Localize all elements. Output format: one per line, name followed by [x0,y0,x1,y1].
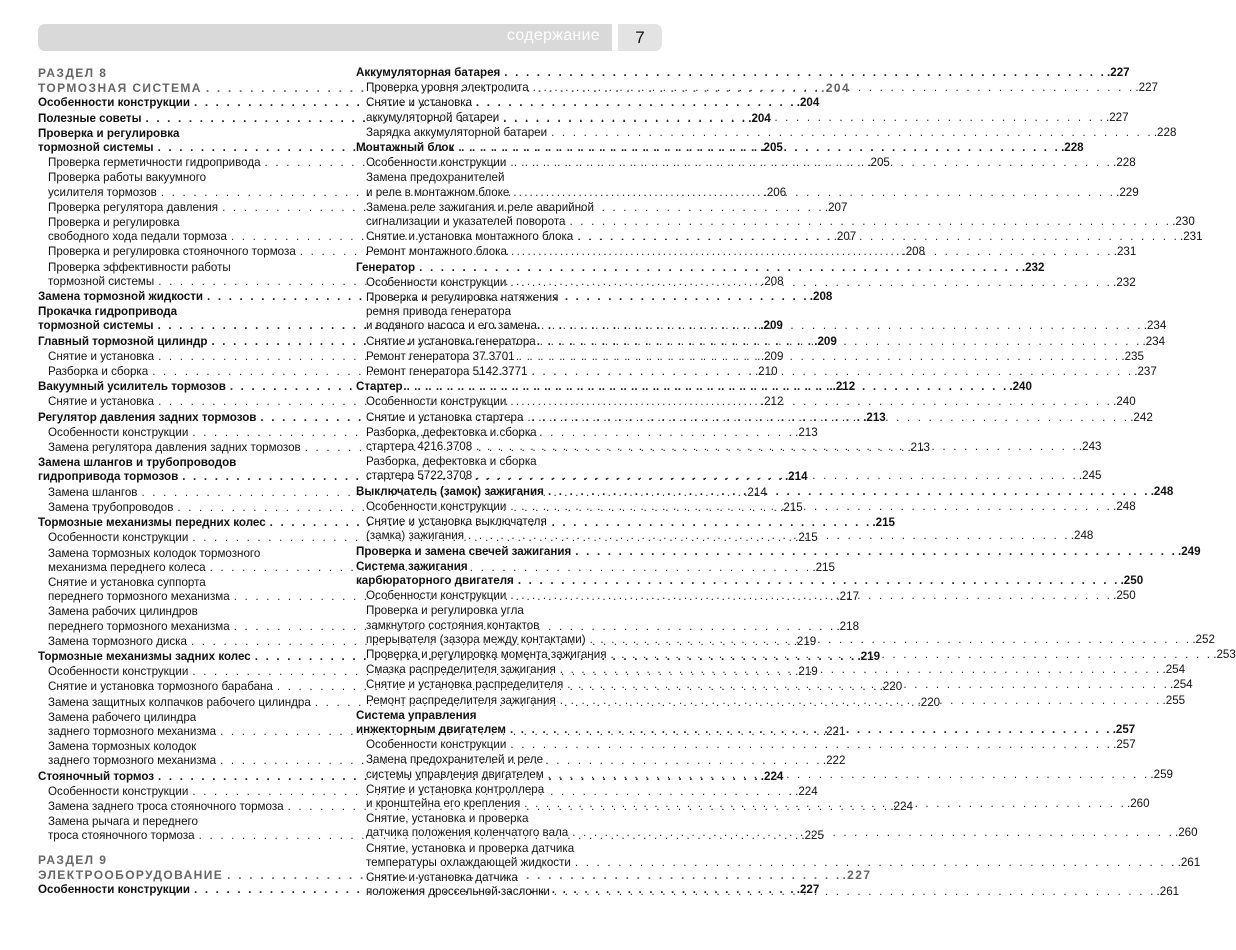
toc-entry-title: Замена тормозной жидкости [38,290,204,304]
dot-leader [560,663,1162,677]
toc-page-number: .261 [1177,855,1201,869]
toc-page-number: .232 [1021,260,1045,274]
toc-page-number: .228 [1153,125,1177,139]
toc-page-number: .229 [1116,185,1139,199]
dot-leader [572,826,1174,840]
header-title: содержание [506,27,600,44]
toc-entry-title: Снятие и установка монтажного блока [366,230,574,244]
toc-entry-title: Особенности конструкции [366,156,507,170]
toc-entry-title: заднего тормозного механизма [48,754,217,768]
toc-page-number: .214 [784,470,808,484]
toc-page-number: .215 [780,500,803,514]
toc-entry-title: троса стояночного тормоза [48,829,195,843]
dot-leader [533,81,1135,95]
toc-entry-title: Замена заднего троса стояночного тормоза [48,799,284,813]
toc-entry-title: Проверка и регулировка угла [366,604,524,618]
toc-page-number: .208 [902,245,926,259]
toc-page-number: .259 [1150,767,1173,781]
dot-leader [458,141,1060,155]
toc-page-number: .248 [1150,484,1174,498]
toc-page-number: .231 [1180,230,1203,244]
toc-page-number: .204 [821,81,851,96]
toc-entry-title: Особенности конструкции [38,96,190,110]
toc-entry [356,544,1201,559]
toc-page-number: .255 [1162,693,1186,707]
dot-leader [577,230,1179,244]
toc-entry [356,738,1136,752]
toc-entry-title: и водяного насоса и его замена [366,319,537,333]
toc-page-number: .234 [1142,334,1166,348]
toc-entry-title: положения дроссельной заслонки [366,885,550,899]
dot-leader [504,66,1106,80]
toc-page-number: .230 [1172,215,1195,229]
toc-entry-title: Система зажигания [356,559,468,573]
toc-page-number: .249 [1178,544,1201,558]
toc-entry-title: Снятие, установка и проверка [366,812,529,826]
toc-page-number: .222 [822,754,846,768]
dot-leader [510,738,1112,752]
toc-entry-title: Замена трубопроводов [48,500,174,514]
toc-entry-title: Генератор [356,260,416,274]
toc-entry-title: Проверка и регулировка натяжения [366,291,559,305]
toc-entry-title: аккумуляторной батареи [366,110,500,124]
toc-entry-title: Снятие и установка датчика [366,870,518,884]
dot-leader [569,215,1171,229]
toc-entry-title: Снятие и установка распределителя [366,678,564,692]
toc-page-number: .254 [1162,663,1186,677]
toc-entry-title: стартера 4216.3708 [366,440,473,454]
toc-entry-title: Проверка регулятора давления [48,200,219,214]
toc-entry [356,125,1177,140]
toc-page-number: .232 [1113,275,1136,289]
header-bar [38,24,612,51]
toc-page-number: .257 [1112,722,1136,736]
toc-entry-title: Снятие и установка стартера [366,410,524,424]
toc-entry-title: Разборка, дефектовка и сборка [366,455,537,469]
toc-entry-title: Снятие и установка генератора [366,334,536,348]
toc-entry-title: Снятие и установка контроллера [366,782,545,796]
toc-entry-title: Снятие и установка [48,395,155,409]
dot-leader [510,589,1112,603]
toc-entry-title: Замена тормозного диска [48,634,187,648]
toc-page-number: .227 [1106,110,1129,124]
toc-entry-title: ЭЛЕКТРООБОРУДОВАНИЕ [38,867,224,882]
dot-leader [548,768,1150,782]
toc-page-number: .221 [822,724,846,738]
toc-entry-title: механизма переднего колеса [48,560,206,574]
toc-entry-title: Проверка эффективности работы [48,260,231,274]
toc-entry-title: Особенности конструкции [366,589,507,603]
toc-entry-title: и кронштейна его крепления [366,796,521,810]
toc-entry-title: и реле в монтажном блоке [366,185,510,199]
toc-entry-title: тормозной системы [48,274,155,288]
toc-page-number: .215 [872,516,895,530]
toc-entry-title: Особенности конструкции [48,531,189,545]
toc-page-number: .204 [748,111,771,125]
toc-page-number: .248 [1113,499,1136,513]
toc-entry-title: Замена регулятора давления задних тормозов [48,441,301,455]
toc-entry-title: Снятие и установка суппорта [48,575,206,589]
dot-leader [407,380,1009,394]
toc-entry-title: Особенности конструкции [366,395,507,409]
toc-entry-title: Разборка и сборка [48,365,149,379]
toc-entry-title: Снятие и установка [366,96,473,110]
toc-page-number: .219 [795,665,818,679]
toc-page-number: .208 [760,274,784,288]
toc-entry-title: Проверка и регулировка [48,216,180,230]
toc-entry [38,853,332,867]
dot-leader [476,469,1078,483]
toc-page-number: .243 [1078,440,1102,454]
toc-entry-title: тормозной системы [38,319,154,333]
page-number: 7 [618,24,662,51]
toc-entry-title: РАЗДЕЛ 9 [38,852,108,867]
dot-leader [468,529,1070,543]
toc-page-number: .207 [833,230,857,244]
toc-entry-title: сигнализации и указателей поворота [366,215,566,229]
toc-entry-title: Тормозные механизмы передних колес [38,516,266,530]
toc-page-number: .224 [890,799,913,813]
toc-entry-title: Прокачка гидропривода [38,305,178,319]
toc-page-number: .205 [867,156,890,170]
toc-entry-title: Проверка и замена свечей зажигания [356,544,572,558]
toc-entry-title: Замена тормозных колодок тормозного [48,546,261,560]
toc-entry-title: прерывателя (зазора между контактами) [366,632,586,646]
toc-entry-title: системы управления двигателем [366,767,544,781]
toc-page-number: .245 [1078,469,1102,483]
dot-leader [524,797,1126,811]
toc-entry-title: Полезные советы [38,111,142,125]
toc-page-number: .231 [1113,245,1137,259]
toc-page-number: .213 [863,410,886,424]
toc-page-number: .220 [879,680,903,694]
toc-entry-title: Особенности конструкции [366,738,507,752]
toc-page-number: .224 [795,784,818,798]
toc-page-number: .253 [1213,647,1236,661]
dot-leader [510,723,1112,737]
toc-page-number: .252 [1192,632,1215,646]
toc-page-number: .217 [836,590,860,604]
toc-entry-title: Замена предохранителей [366,171,505,185]
toc-page-number: .212 [760,395,784,409]
toc-entry-title: переднего тормозного механизма [48,619,230,633]
toc-entry-title: Особенности конструкции [48,425,189,439]
toc-entry-title: Выключатель (замок) зажигания [356,484,544,498]
toc-page-number: .204 [796,96,820,110]
toc-page-number: .220 [917,695,941,709]
toc-page-number: .207 [824,200,848,214]
toc-entry-title: усилителя тормозов [48,185,157,199]
toc-entry-title: Замена предохранителей и реле [366,753,544,767]
toc-entry-title: Снятие и установка тормозного барабана [48,680,273,694]
toc-entry-title: Проверка и регулировка момента зажигания [366,647,607,661]
toc-page-number: .240 [1113,395,1136,409]
toc-page-number: .219 [793,634,817,648]
toc-page-number: .218 [836,619,860,633]
toc-page-number: .210 [754,365,778,379]
dot-leader [560,694,1162,708]
toc-entry-title: Система управления [356,708,477,722]
toc-entry-title: Зарядка аккумуляторной батареи [366,125,548,139]
toc-page-number: .215 [795,531,818,545]
dot-leader [540,335,1142,349]
dot-leader [510,500,1112,514]
toc-entry-title: переднего тормозного механизма [48,590,230,604]
dot-leader [532,365,1134,379]
toc-page-number: .240 [1009,380,1032,394]
toc-entry-title: датчика положения коленчатого вала [366,826,569,840]
toc-entry-title: Разборка, дефектовка и сборка [366,425,537,439]
toc-page-number: .242 [1130,410,1153,424]
toc-entry-title: ремня привода генератора [366,305,512,319]
toc-entry [38,66,332,80]
toc-entry-title: Снятие, установка и проверка датчика [366,841,575,855]
toc-entry [356,260,1045,275]
toc-entry-title: Проверка герметичности гидропривода [48,156,261,170]
toc-page-number: .254 [1170,678,1193,692]
dot-leader [476,440,1078,454]
toc-entry-title: Замена шлангов [48,485,138,499]
dot-leader [518,574,1120,588]
toc-page-number: .235 [1121,349,1144,363]
toc-page-number: .205 [760,141,783,155]
toc-entry-title: Аккумуляторная батарея [356,66,501,79]
toc-entry-title: Стояночный тормоз [38,769,155,783]
dot-leader [590,633,1192,647]
toc-page-number: .248 [1070,529,1094,543]
toc-entry-title: Проверка уровня электролита [366,81,529,95]
toc-entry-title: Снятие и установка выключателя [366,515,547,529]
toc-page-number: .209 [760,319,783,333]
toc-page-number: .219 [857,649,881,663]
toc-entry-title: (замка) зажигания [366,529,465,543]
toc-page-number: .227 [1107,66,1130,79]
dot-leader [513,186,1115,200]
toc-page-number: .206 [763,185,787,199]
dot-leader [510,395,1112,409]
toc-entry-title: Замена рабочего цилиндра [48,710,197,724]
dot-leader [519,350,1121,364]
toc-entry-title: Замена рабочих цилиндров [48,605,198,619]
toc-entry-title: Замена рычага и переднего [48,815,198,829]
toc-entry-title: температуры охлаждающей жидкости [366,855,571,869]
toc-entry-title: Особенности конструкции [366,499,507,513]
toc-entry [356,841,1201,870]
toc-page-number: .260 [1127,796,1150,810]
toc-entry-title: инжекторным двигателем [356,722,506,736]
toc-page-number: .225 [801,829,824,843]
toc-entry-title: РАЗДЕЛ 8 [38,66,108,80]
toc-page-number: .250 [1113,589,1136,603]
toc-entry-title: Ремонт монтажного блока [366,245,507,259]
dot-leader [511,245,1113,259]
toc-entry-title: замкнутого состояния контактов [366,618,540,632]
toc-entry-title: Ремонт генератора 5142.3771 [366,365,528,379]
dot-leader [527,411,1129,425]
toc-page-number: .224 [760,769,784,783]
dot-leader [548,485,1150,499]
toc-entry-title: Ремонт генератора 37.3701 [366,349,515,363]
dot-leader [551,126,1153,140]
toc-entry-title: Смазка распределителя зажигания [366,663,556,677]
toc-entry-title: Замена реле зажигания и реле аварийной [366,200,594,214]
toc-page-number: .213 [907,441,931,455]
dot-leader [575,856,1177,870]
dot-leader [541,319,1143,333]
toc-entry-title: стартера 5722.3708 [366,469,473,483]
toc-entry-title: гидропривода тормозов [38,470,179,484]
toc-page-number: .209 [814,334,837,348]
toc-page-number: .227 [796,882,820,896]
toc-entry-title: Регулятор давления задних тормозов [38,410,257,424]
toc-entry-title: свободного хода педали тормоза [48,230,227,244]
dot-leader [567,678,1169,692]
toc-entry-title: Снятие и установка [48,349,155,363]
toc-page-number: .257 [1113,738,1136,752]
dot-leader [503,111,1105,125]
toc-entry-title: Ремонт распределителя зажигания [366,693,556,707]
toc-page-number: .260 [1175,826,1198,840]
toc-page-number: .209 [760,349,784,363]
toc-page-number: .250 [1120,573,1144,587]
dot-leader [610,648,1212,662]
toc-entry-title: Замена защитных колпачков рабочего цилиндра [48,695,311,709]
toc-entry-title: Особенности конструкции [366,275,507,289]
toc-page-number: .208 [809,290,833,304]
toc-entry-title: Проверка работы вакуумного [48,171,207,185]
toc-entry-title: Тормозные механизмы задних колес [38,649,251,663]
toc-entry-title: Стартер [356,380,403,394]
toc-entry-title: Проверка и регулировка [38,126,180,140]
toc-entry-title: заднего тормозного механизма [48,724,217,738]
toc-page-number: .234 [1143,319,1167,333]
dot-leader [419,261,1021,275]
dot-leader [510,156,1112,170]
toc-page-number: .237 [1134,365,1157,379]
toc-entry-title: Вакуумный усилитель тормозов [38,380,226,394]
toc-page-number: .228 [1061,141,1084,155]
toc-page-number: .227 [842,867,872,882]
toc-page-number: .227 [1135,81,1158,95]
toc-entry-title: карбюраторного двигателя [356,573,514,587]
toc-page-number: .214 [744,485,767,499]
toc-entry-title: Особенности конструкции [38,882,190,896]
toc-page-number: .213 [795,425,818,439]
toc-entry-title: Монтажный блок [356,141,455,155]
dot-leader [575,545,1177,559]
toc-page-number: .212 [832,380,856,394]
toc-page-number: .215 [812,560,835,574]
dot-leader [510,276,1112,290]
toc-entry-title: Замена тормозных колодок [48,740,197,754]
toc-entry-title: тормозной системы [38,141,154,155]
toc-entry-title: Замена шлангов и трубопроводов [38,456,237,470]
toc-entry-title: Проверка и регулировка стояночного тормоза [48,245,296,259]
toc-entry [356,66,1130,80]
toc-entry-title: Главный тормозной цилиндр [38,334,208,348]
toc-page-number: .261 [1156,885,1180,899]
toc-entry-title: ТОРМОЗНАЯ СИСТЕМА [38,81,202,96]
toc-entry-title: Особенности конструкции [48,784,189,798]
toc-entry-title: Особенности конструкции [48,665,189,679]
dot-leader [554,882,1156,899]
toc-page-number: .228 [1113,156,1136,170]
